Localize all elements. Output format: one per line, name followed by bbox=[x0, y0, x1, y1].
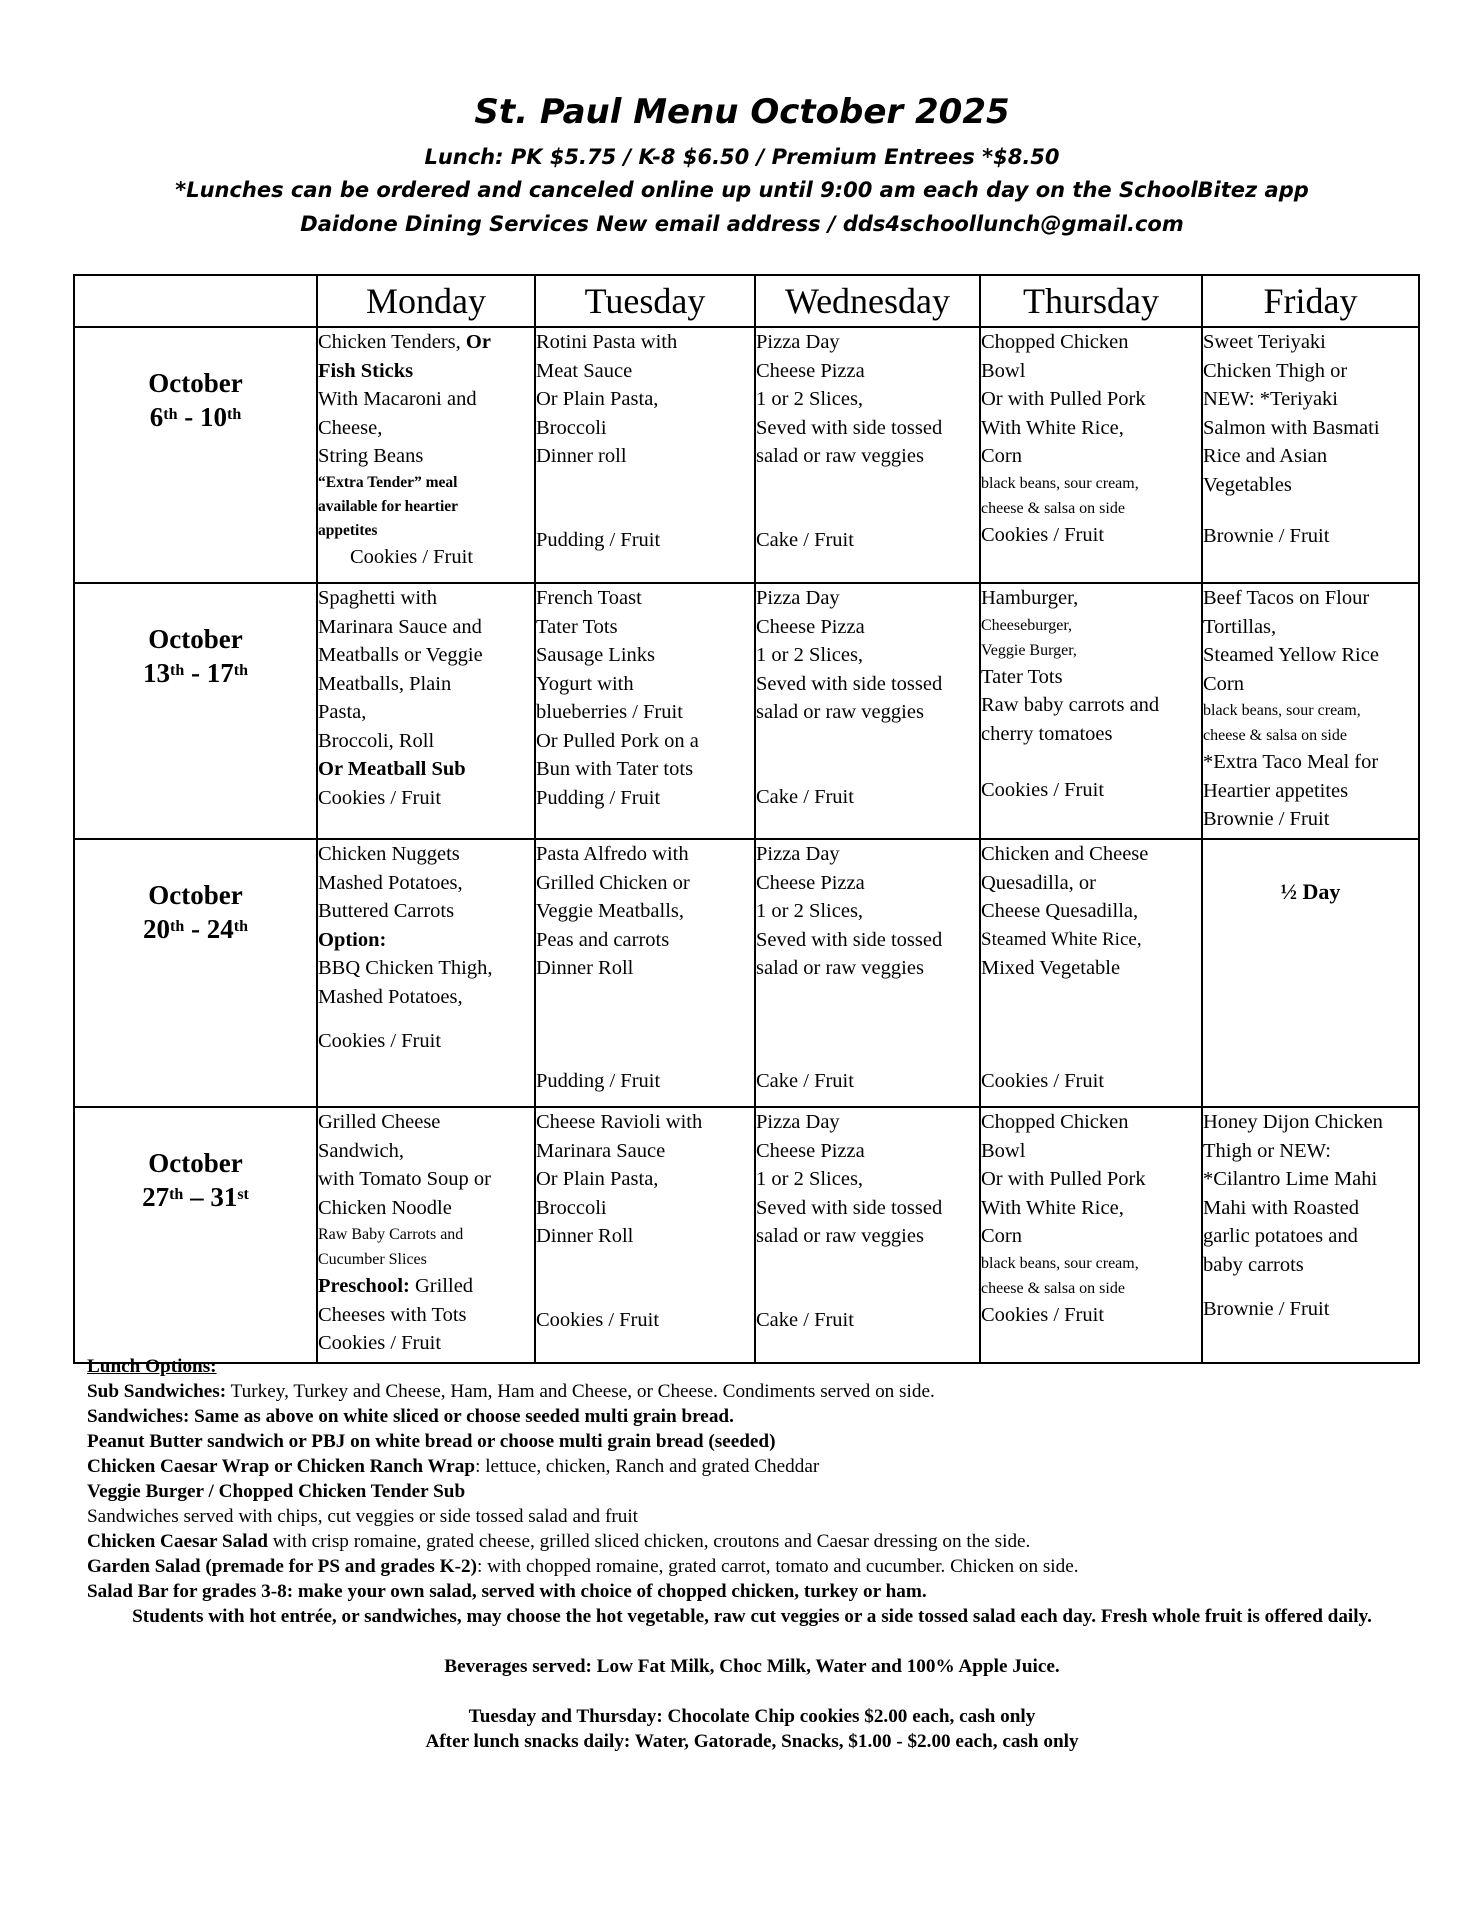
menu-cell-thursday: Chicken and Cheese Quesadilla, or Cheese Quesadilla, Steamed White Rice, Mixed Vegetable Cookies / Fruit bbox=[980, 839, 1202, 1107]
week-label-cell bbox=[74, 583, 317, 839]
week-label-cell bbox=[74, 839, 317, 1107]
lunch-options bbox=[87, 1354, 1417, 1754]
week-range: 27th – 31st bbox=[142, 1182, 249, 1212]
week-range: 13th - 17th bbox=[143, 658, 248, 688]
sandwiches-line: Sandwiches: Same as above on white sliced or choose seeded multi grain bread. bbox=[87, 1406, 734, 1427]
students-note: Students with hot entrée, or sandwiches, may choose the hot vegetable, raw cut veggies or a side tossed salad each day. Fresh whole fruit is offered daily. bbox=[132, 1606, 1372, 1627]
page-title: St. Paul Menu October 2025 bbox=[474, 92, 1010, 132]
salad-bar-line: Salad Bar for grades 3-8: make your own salad, served with choice of chopped chicken, turkey or ham. bbox=[87, 1581, 927, 1602]
day-header-row bbox=[74, 275, 1419, 327]
garden-salad-line: Garden Salad (premade for PS and grades K-2): with chopped romaine, grated carrot, tomato and cucumber. Chicken on side. bbox=[87, 1556, 1079, 1577]
menu-cell-tuesday: Rotini Pasta with Meat Sauce Or Plain Pasta, Broccoli Dinner roll Pudding / Fruit bbox=[535, 327, 755, 583]
week-row bbox=[74, 1107, 1419, 1363]
menu-cell-monday: Chicken Nuggets Mashed Potatoes, Buttered Carrots Option: BBQ Chicken Thigh, Mashed Potatoes, Cookies / Fruit bbox=[317, 839, 535, 1107]
menu-cell-thursday: Chopped Chicken Bowl Or with Pulled Pork With White Rice, Corn black beans, sour cream, cheese & salsa on side Cookies / Fruit bbox=[980, 327, 1202, 583]
menu-cell-tuesday: French Toast Tater Tots Sausage Links Yogurt with blueberries / Fruit Or Pulled Pork on a Bun with Tater tots Pudding / Fruit bbox=[535, 583, 755, 839]
week-label-cell bbox=[74, 327, 317, 583]
menu-cell-thursday: Chopped Chicken Bowl Or with Pulled Pork With White Rice, Corn black beans, sour cream, cheese & salsa on side Cookies / Fruit bbox=[980, 1107, 1202, 1363]
day-header-monday: Monday bbox=[317, 275, 535, 327]
menu-cell-wednesday: Pizza Day Cheese Pizza 1 or 2 Slices, Seved with side tossed salad or raw veggies Cake / Fruit bbox=[755, 839, 980, 1107]
wrap-line: Chicken Caesar Wrap or Chicken Ranch Wrap: lettuce, chicken, Ranch and grated Cheddar bbox=[87, 1456, 820, 1477]
corner-cell bbox=[74, 275, 317, 327]
caesar-salad-line: Chicken Caesar Salad with crisp romaine, grated cheese, grilled sliced chicken, croutons and Caesar dressing on the side. bbox=[87, 1531, 1031, 1552]
cookies-line: Tuesday and Thursday: Chocolate Chip cookies $2.00 each, cash only bbox=[468, 1706, 1036, 1727]
sandwich-sides-line: Sandwiches served with chips, cut veggies or side tossed salad and fruit bbox=[87, 1506, 638, 1527]
menu-cell-monday: Spaghetti with Marinara Sauce and Meatballs or Veggie Meatballs, Plain Pasta, Broccoli, Roll Or Meatball Sub Cookies / Fruit bbox=[317, 583, 535, 839]
lunch-options-heading: Lunch Options: bbox=[87, 1356, 217, 1377]
week-row bbox=[74, 839, 1419, 1107]
week-month: October bbox=[148, 1148, 243, 1178]
week-range: 20th - 24th bbox=[143, 914, 248, 944]
week-row bbox=[74, 583, 1419, 839]
price-line: Lunch: PK $5.75 / K-8 $6.50 / Premium Entrees *$8.50 bbox=[424, 145, 1060, 169]
menu-table bbox=[73, 274, 1420, 1364]
menu-cell-wednesday: Pizza Day Cheese Pizza 1 or 2 Slices, Seved with side tossed salad or raw veggies Cake / Fruit bbox=[755, 327, 980, 583]
menu-cell-friday: Beef Tacos on Flour Tortillas, Steamed Yellow Rice Corn black beans, sour cream, cheese & salsa on side *Extra Taco Meal for Heartier appetites Brownie / Fruit bbox=[1202, 583, 1419, 839]
menu-cell-monday: Chicken Tenders, Or Fish Sticks With Macaroni and Cheese, String Beans “Extra Tender” meal available for heartier appetites Cookies / Fruit bbox=[317, 327, 535, 583]
week-month: October bbox=[148, 368, 243, 398]
week-range: 6th - 10th bbox=[149, 402, 242, 432]
day-header-thursday: Thursday bbox=[980, 275, 1202, 327]
menu-cell-friday: Honey Dijon Chicken Thigh or NEW: *Cilantro Lime Mahi Mahi with Roasted garlic potatoes and baby carrots Brownie / Fruit bbox=[1202, 1107, 1419, 1363]
week-month: October bbox=[148, 624, 243, 654]
week-label-cell bbox=[74, 1107, 317, 1363]
menu-cell-friday bbox=[1202, 839, 1419, 1107]
menu-cell-monday: Grilled Cheese Sandwich, with Tomato Soup or Chicken Noodle Raw Baby Carrots and Cucumber Slices Preschool: Grilled Cheeses with Tots Cookies / Fruit bbox=[317, 1107, 535, 1363]
menu-cell-tuesday: Cheese Ravioli with Marinara Sauce Or Plain Pasta, Broccoli Dinner Roll Cookies / Fruit bbox=[535, 1107, 755, 1363]
pbj-line: Peanut Butter sandwich or PBJ on white bread or choose multi grain bread (seeded) bbox=[87, 1431, 776, 1452]
half-day-note: ½ Day bbox=[1280, 879, 1341, 904]
week-row bbox=[74, 327, 1419, 583]
day-header-friday: Friday bbox=[1202, 275, 1419, 327]
menu-cell-friday: Sweet Teriyaki Chicken Thigh or NEW: *Teriyaki Salmon with Basmati Rice and Asian Vegetables Brownie / Fruit bbox=[1202, 327, 1419, 583]
day-header-wednesday: Wednesday bbox=[755, 275, 980, 327]
week-month: October bbox=[148, 880, 243, 910]
sub-sandwiches-line: Sub Sandwiches: Turkey, Turkey and Cheese, Ham, Ham and Cheese, or Cheese. Condiments served on side. bbox=[87, 1381, 935, 1402]
menu-cell-wednesday: Pizza Day Cheese Pizza 1 or 2 Slices, Seved with side tossed salad or raw veggies Cake / Fruit bbox=[755, 583, 980, 839]
veggie-burger-line: Veggie Burger / Chopped Chicken Tender Sub bbox=[87, 1481, 466, 1502]
menu-cell-wednesday: Pizza Day Cheese Pizza 1 or 2 Slices, Seved with side tossed salad or raw veggies Cake / Fruit bbox=[755, 1107, 980, 1363]
day-header-tuesday: Tuesday bbox=[535, 275, 755, 327]
menu-cell-tuesday: Pasta Alfredo with Grilled Chicken or Veggie Meatballs, Peas and carrots Dinner Roll Pudding / Fruit bbox=[535, 839, 755, 1107]
snacks-line: After lunch snacks daily: Water, Gatorade, Snacks, $1.00 - $2.00 each, cash only bbox=[425, 1731, 1079, 1752]
beverages-line: Beverages served: Low Fat Milk, Choc Milk, Water and 100% Apple Juice. bbox=[444, 1656, 1060, 1677]
menu-cell-thursday: Hamburger, Cheeseburger, Veggie Burger, Tater Tots Raw baby carrots and cherry tomatoes Cookies / Fruit bbox=[980, 583, 1202, 839]
email-line: Daidone Dining Services New email address / dds4schoollunch@gmail.com bbox=[300, 212, 1184, 236]
order-info-line: *Lunches can be ordered and canceled online up until 9:00 am each day on the SchoolBitez app bbox=[175, 178, 1309, 202]
